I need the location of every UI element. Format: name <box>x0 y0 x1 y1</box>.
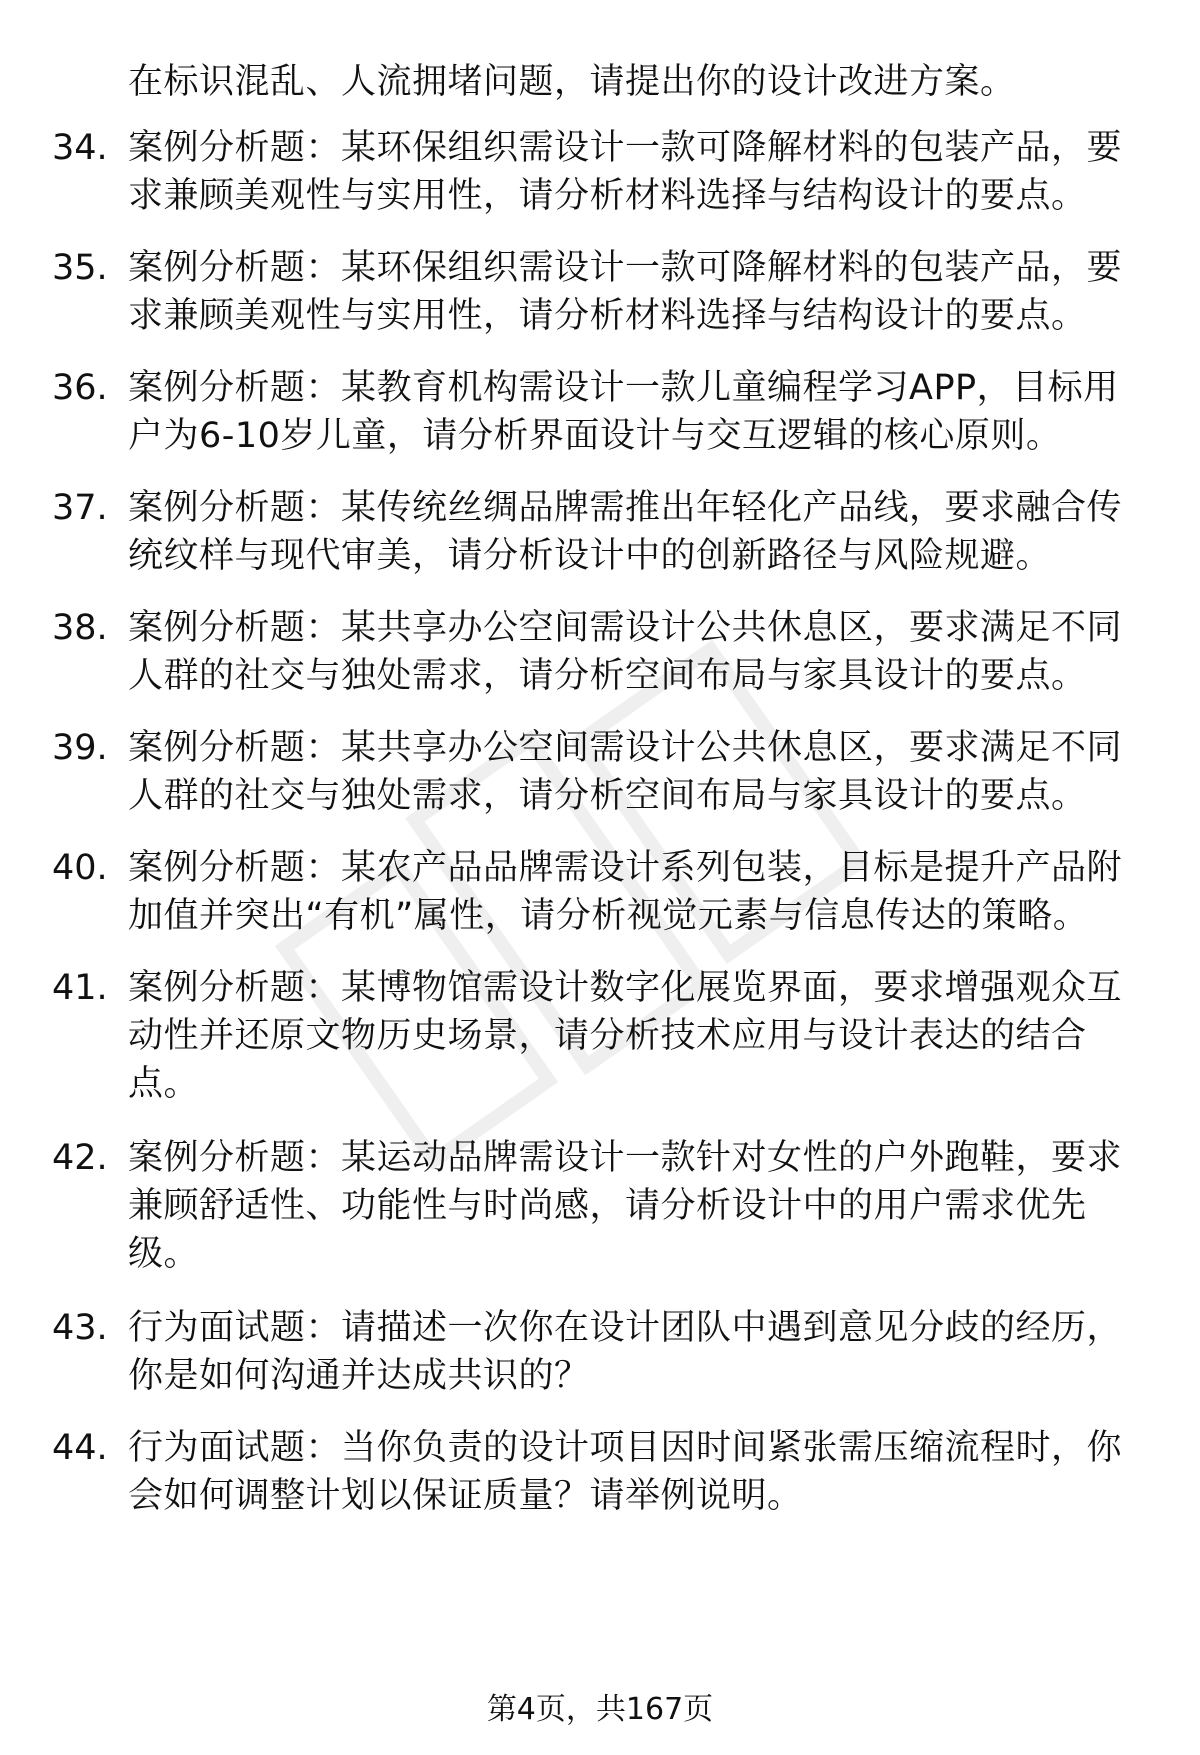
question-number: 39. <box>52 728 108 768</box>
continuation-text: 在标识混乱、人流拥堵问题，请提出你的设计改进方案。 <box>128 62 1016 102</box>
question-number: 40. <box>52 848 108 888</box>
page-indicator: 第4页，共167页 <box>486 1692 714 1727</box>
question-text: 案例分析题：某博物馆需设计数字化展览界面，要求增强观众互动性并还原文物历史场景，请分析技术应用与设计表达的结合点。 <box>128 968 1123 1104</box>
question-number: 34. <box>52 128 108 168</box>
question-number: 44. <box>52 1428 108 1468</box>
question-text: 案例分析题：某教育机构需设计一款儿童编程学习APP，目标用户为6-10岁儿童，请分析界面设计与交互逻辑的核心原则。 <box>128 368 1119 456</box>
question-number: 38. <box>52 608 108 648</box>
question-text: 案例分析题：某环保组织需设计一款可降解材料的包装产品，要求兼顾美观性与实用性，请分析材料选择与结构设计的要点。 <box>128 248 1123 336</box>
question-number: 35. <box>52 248 108 288</box>
question-number: 37. <box>52 488 108 528</box>
question-number: 36. <box>52 368 108 408</box>
question-text: 案例分析题：某农产品品牌需设计系列包装，目标是提升产品附加值并突出“有机”属性，请分析视觉元素与信息传达的策略。 <box>128 848 1123 936</box>
question-text: 案例分析题：某传统丝绸品牌需推出年轻化产品线，要求融合传统纹样与现代审美，请分析设计中的创新路径与风险规避。 <box>128 488 1123 576</box>
question-text: 案例分析题：某共享办公空间需设计公共休息区，要求满足不同人群的社交与独处需求，请分析空间布局与家具设计的要点。 <box>128 728 1123 816</box>
question-text: 案例分析题：某共享办公空间需设计公共休息区，要求满足不同人群的社交与独处需求，请分析空间布局与家具设计的要点。 <box>128 608 1123 696</box>
question-text: 案例分析题：某运动品牌需设计一款针对女性的户外跑鞋，要求兼顾舒适性、功能性与时尚感，请分析设计中的用户需求优先级。 <box>128 1138 1123 1274</box>
question-text: 行为面试题：当你负责的设计项目因时间紧张需压缩流程时，你会如何调整计划以保证质量？请举例说明。 <box>128 1428 1123 1516</box>
question-text: 行为面试题：请描述一次你在设计团队中遇到意见分歧的经历，你是如何沟通并达成共识的？ <box>128 1308 1123 1396</box>
question-number: 41. <box>52 968 108 1008</box>
question-text: 案例分析题：某环保组织需设计一款可降解材料的包装产品，要求兼顾美观性与实用性，请分析材料选择与结构设计的要点。 <box>128 128 1123 216</box>
question-number: 42. <box>52 1138 108 1178</box>
question-number: 43. <box>52 1308 108 1348</box>
